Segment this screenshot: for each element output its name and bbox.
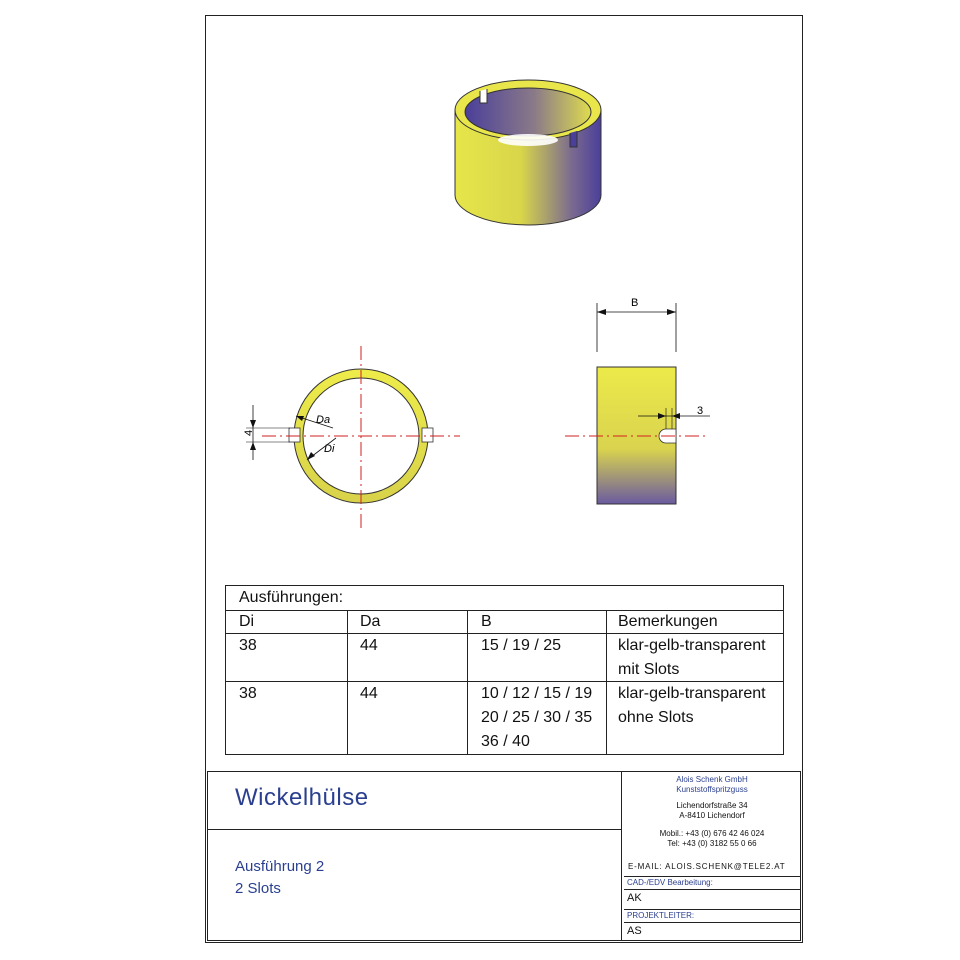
header-di: Di xyxy=(239,613,255,630)
slot-left xyxy=(289,428,300,442)
row2-da: 44 xyxy=(360,685,378,702)
company-name: Alois Schenk GmbH xyxy=(676,775,748,784)
company-subtitle: Kunststoffspritzguss xyxy=(676,785,748,794)
drawing-title: Wickelhülse xyxy=(235,784,369,811)
row1-remark-1: klar-gelb-transparent xyxy=(618,637,766,654)
dim-b-label: B xyxy=(631,297,639,309)
row2-remark-2: ohne Slots xyxy=(618,709,694,726)
front-view xyxy=(243,346,460,530)
slot-right xyxy=(422,428,433,442)
header-remarks: Bemerkungen xyxy=(618,613,718,630)
row1-di: 38 xyxy=(239,637,257,654)
company-city: A-8410 Lichendorf xyxy=(679,811,745,820)
lead-value: AS xyxy=(624,922,800,939)
company-mobile: Mobil.: +43 (0) 676 42 46 024 xyxy=(659,829,765,838)
lead-cell xyxy=(624,909,800,940)
cad-value: AK xyxy=(624,889,800,906)
variant-cell xyxy=(208,830,622,940)
company-tel: Tel: +43 (0) 3182 55 0 66 xyxy=(667,839,757,848)
variants-table xyxy=(225,585,784,755)
variant-line-1: Ausführung 2 xyxy=(235,858,325,875)
cad-cell xyxy=(624,876,800,909)
cad-label: CAD-/EDV Bearbeitung: xyxy=(627,878,713,887)
row1-b: 15 / 19 / 25 xyxy=(481,637,562,654)
header-da: Da xyxy=(360,613,381,630)
company-email: E-MAIL: ALOIS.SCHENK@TELE2.AT xyxy=(628,862,786,871)
row2-b-3: 36 / 40 xyxy=(481,733,530,750)
row2-b-2: 20 / 25 / 30 / 35 xyxy=(481,709,593,726)
dim-di-label: Di xyxy=(324,443,335,455)
row1-da: 44 xyxy=(360,637,378,654)
variant-text xyxy=(235,856,324,900)
lead-label: PROJEKTLEITER: xyxy=(627,911,695,920)
row1-remark-2: mit Slots xyxy=(618,661,680,678)
variant-line-2: 2 Slots xyxy=(235,880,281,897)
dim-gap-label: 4 xyxy=(243,429,255,436)
dim-da-label: Da xyxy=(316,414,331,426)
row2-di: 38 xyxy=(239,685,257,702)
title-cell xyxy=(208,772,622,830)
table-caption: Ausführungen: xyxy=(239,589,344,606)
isometric-view xyxy=(455,80,601,225)
row2-remark-1: klar-gelb-transparent xyxy=(618,685,766,702)
title-block xyxy=(207,771,801,941)
row2-b-1: 10 / 12 / 15 / 19 xyxy=(481,685,593,702)
company-street: Lichendorfstraße 34 xyxy=(676,801,748,810)
dim-slot-label: 3 xyxy=(697,405,704,417)
header-b: B xyxy=(481,613,492,630)
side-view xyxy=(565,297,710,504)
